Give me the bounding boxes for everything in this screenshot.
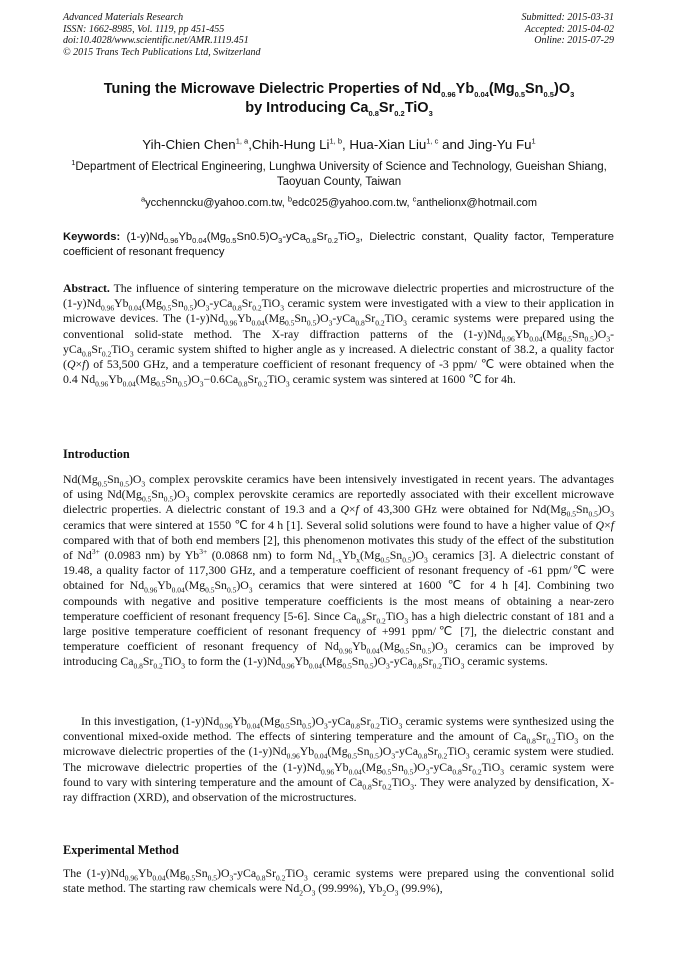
- email-c[interactable]: anthelionx@hotmail.com: [416, 197, 537, 209]
- publication-dates: [522, 12, 615, 47]
- journal-doi[interactable]: doi:10.4028/www.scientific.net/AMR.1119.451: [63, 35, 249, 46]
- accepted-date: Accepted: 2015-04-02: [524, 23, 614, 35]
- journal-copyright: © 2015 Trans Tech Publications Ltd, Switzerland: [63, 46, 261, 58]
- affiliation: $^1$Department of Electrical Engineering, Lunghwa University of Science and Technology, Gueishan Shiang, Taoyuan County, Taiwan: [71, 158, 607, 188]
- introduction-paragraph-2: In this investigation, $(1-y)Nd_{0.96}Yb_{0.04}(Mg_{0.5}Sn_{0.5})O_3-yCa_{0.8}Sr_{0.2}TiO_3$ ceramic systems were synthesized using the conventional mixed-oxide method. The effects of sintering temperature and the amount of $Ca_{0.8}Sr_{0.2}TiO_3$ on the microwave dielectric properties of the $(1-y)Nd_{0.96}Yb_{0.04}(Mg_{0.5}Sn_{0.5})O_3-yCa_{0.8}Sr_{0.2}TiO_3$ ceramic system were studied. The microwave dielectric properties of the $(1-y)Nd_{0.96}Yb_{0.04}(Mg_{0.5}Sn_{0.5})O_3-yCa_{0.8}Sr_{0.2}TiO_3$ ceramic system were found to vary with sintering temperature and the amount of $Ca_{0.8}Sr_{0.2}TiO_3$. They were analyzed by densification, X-ray diffraction (XRD), and observation of the microstructures.: [63, 714, 614, 805]
- paper-title: Tuning the Microwave Dielectric Properties of $Nd_{0.96}Yb_{0.04}(Mg_{0.5}Sn_{0.5})O_3$ by Introducing $Ca_{0.8}Sr_{0.2}TiO_3$: [103, 81, 575, 118]
- keywords: Keywords: $(1-y)Nd_{0.96}Yb_{0.04}(Mg_{0.5}Sn0.5)O_3-yCa_{0.8}Sr_{0.2}TiO_3$, Dielectric constant, Quality factor, Temperature coefficient of resonant frequency: [63, 231, 614, 258]
- journal-info: [63, 12, 261, 58]
- email-b[interactable]: edc025@yahoo.com.tw: [291, 197, 407, 209]
- journal-issn: ISSN: 1662-8985, Vol. 1119, pp 451-455: [63, 23, 225, 35]
- author-list: Yih-Chien Chen$^{1, a}$,Chih-Hung Li$^{1, b}$, Hua-Xian Liu$^{1, c}$ and Jing-Yu Fu$^1$: [142, 136, 536, 152]
- abstract: Abstract. The influence of sintering temperature on the microwave dielectric properties and microstructure of the $(1-y)Nd_{0.96}Yb_{0.04}(Mg_{0.5}Sn_{0.5})O_3-yCa_{0.8}Sr_{0.2}TiO_3$ ceramic system were investigated with a view to their application in microwave devices. The $(1-y)Nd_{0.96}Yb_{0.04}(Mg_{0.5}Sn_{0.5})O_3-yCa_{0.8}Sr_{0.2}TiO_3$ ceramic systems were prepared using the conventional solid-state method. The X-ray diffraction patterns of the $(1-y)Nd_{0.96}Yb_{0.04}(Mg_{0.5}Sn_{0.5})O_3-yCa_{0.8}Sr_{0.2}TiO_3$ ceramic system shifted to higher angle as y increased. A dielectric constant of 38.2, a quality factor (Q×f) of 53,500 GHz, and a temperature coefficient of resonant frequency of -3 ppm/ ℃ were obtained when the 0.4 $Nd_{0.96}Yb_{0.04}(Mg_{0.5}Sn_{0.5})O_3-0.6Ca_{0.8}Sr_{0.2}TiO_3$ ceramic system was sintered at 1600 ℃ for 4h.: [63, 281, 614, 389]
- email-a[interactable]: ycchenncku@yahoo.com.tw: [145, 197, 282, 209]
- author-emails: $^a$ycchenncku@yahoo.com.tw, $^b$edc025@yahoo.com.tw, $^c$anthelionx@hotmail.com: [141, 194, 537, 209]
- section-heading-experimental: Experimental Method: [63, 843, 179, 857]
- online-date: Online: 2015-07-29: [534, 35, 614, 46]
- experimental-paragraph-1: The $(1-y)Nd_{0.96}Yb_{0.04}(Mg_{0.5}Sn_{0.5})O_3-yCa_{0.8}Sr_{0.2}TiO_3$ ceramic systems were prepared using the conventional solid state method. The starting raw chemicals were $Nd_2O_3$ (99.99%), $Yb_2O_3$ (99.9%),: [63, 866, 615, 898]
- section-heading-introduction: Introduction: [63, 447, 130, 461]
- introduction-paragraph-1: $Nd(Mg_{0.5}Sn_{0.5})O_3$ complex perovskite ceramics have been intensively investigated in recent years. The advantages of using $Nd(Mg_{0.5}Sn_{0.5})O_3$ complex perovskite ceramics are reportedly associated with their excellent microwave dielectric properties. A dielectric constant of 19.3 and a Q×f of 43,300 GHz were obtained for $Nd(Mg_{0.5}Sn_{0.5})O_3$ ceramics that were sintered at 1550 ℃ for 4 h [1]. Several solid solutions were found to have a higher value of Q×f compared with that of both end members [2], this phenomenon motivates this study of the effect of the substitution of $Nd^{3+}$ (0.0983 nm) by $Yb^{3+}$ (0.0868 nm) to form $Nd_{1-x}Yb_x(Mg_{0.5}Sn_{0.5})O_3$ ceramics [3]. A dielectric constant of 19.48, a quality factor of 117,300 GHz, and a temperature coefficient of resonant frequency of -61 ppm/℃ were obtained for $Nd_{0.96}Yb_{0.04}(Mg_{0.5}Sn_{0.5})O_3$ ceramics that were sintered at 1600 ℃ for 4 h [4]. Combining two compounds with negative and positive temperature coefficients is the most means of obtaining a near-zero temperature coefficient of resonant frequency [5-6]. Since $Ca_{0.8}Sr_{0.2}TiO_3$ has a high dielectric constant of 181 and a large positive temperature coefficient of resonant frequency of +991 ppm/℃ [7], the dielectric constant and temperature coefficient of resonant frequency of $Nd_{0.96}Yb_{0.04}(Mg_{0.5}Sn_{0.5})O_3$ ceramics can be improved by introducing $Ca_{0.8}Sr_{0.2}TiO_3$ to form the $(1-y)Nd_{0.96}Yb_{0.04}(Mg_{0.5}Sn_{0.5})O_3-yCa_{0.8}Sr_{0.2}TiO_3$ ceramic systems.: [63, 472, 615, 671]
- submitted-date: Submitted: 2015-03-31: [521, 12, 614, 23]
- journal-name: Advanced Materials Research: [63, 12, 184, 23]
